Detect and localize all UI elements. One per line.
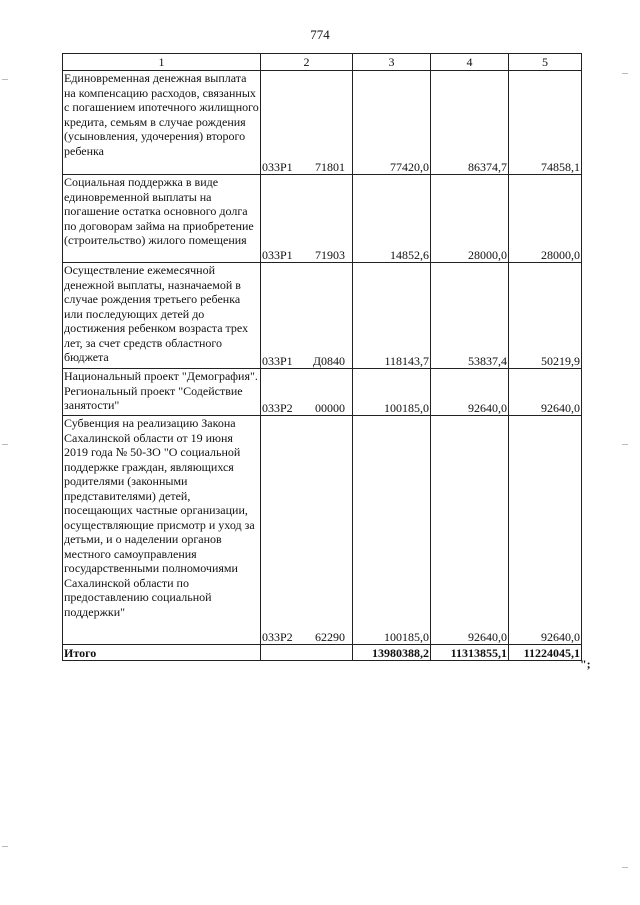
header-col-1: 1 [63, 54, 261, 71]
budget-table [62, 53, 582, 661]
value-col-3: 118143,7 [353, 263, 431, 369]
closing-quote: "; [580, 657, 591, 671]
value-col-5: 28000,0 [509, 175, 582, 263]
row-name: Субвенция на реализацию Закона Сахалинской области от 19 июня 2019 года № 50-ЗО "О социальной поддержке граждан, являющихся родителями (законными представителями) детей, посещающих частные организации, осуществляющие присмотр и уход за детьми, и о наделении органов местного самоуправления государственными полномочиями Сахалинской области по предоставлению социальной поддержки" [63, 416, 261, 645]
value-col-3: 14852,6 [353, 175, 431, 263]
row-codes [261, 263, 353, 369]
code-direction: Д0840 [312, 353, 345, 368]
total-row [63, 645, 582, 661]
scan-edge-mark [2, 444, 8, 445]
table-row [63, 369, 582, 416]
row-name: Социальная поддержка в виде единовременной выплаты на погашение остатка основного долга по договорам займа на приобретение (строительство) жилого помещения [63, 175, 261, 263]
scan-edge-mark [2, 79, 8, 80]
total-col-3: 13980388,2 [353, 645, 431, 661]
value-col-5: 74858,1 [509, 71, 582, 175]
total-label: Итого [63, 645, 261, 661]
code-direction: 62290 [315, 629, 345, 644]
row-codes [261, 416, 353, 645]
row-name: Национальный проект "Демография". Региональный проект "Содействие занятости" [63, 369, 261, 416]
scan-edge-mark [622, 73, 628, 74]
code-direction: 71801 [315, 159, 345, 174]
table-header-row [63, 54, 582, 71]
table-row [63, 175, 582, 263]
page-number: 774 [310, 27, 330, 42]
value-col-4: 92640,0 [431, 369, 509, 416]
value-col-4: 92640,0 [431, 416, 509, 645]
code-program: 033P1 [262, 247, 293, 262]
header-col-2: 2 [261, 54, 353, 71]
row-codes [261, 175, 353, 263]
value-col-5: 50219,9 [509, 263, 582, 369]
scan-edge-mark [622, 867, 628, 868]
row-name: Осуществление ежемесячной денежной выплаты, назначаемой в случае рождения третьего ребенка или последующих детей до достижения ребенком возраста трех лет, за счет средств областного бюджета [63, 263, 261, 369]
table-row [63, 71, 582, 175]
value-col-5: 92640,0 [509, 416, 582, 645]
value-col-5: 92640,0 [509, 369, 582, 416]
code-direction: 00000 [315, 400, 345, 415]
row-name: Единовременная денежная выплата на компенсацию расходов, связанных с погашением ипотечного жилищного кредита, семьям в случае рождения (усыновления, удочерения) второго ребенка [63, 71, 261, 175]
table-row [63, 263, 582, 369]
code-program: 033P2 [262, 629, 293, 644]
value-col-4: 28000,0 [431, 175, 509, 263]
scan-edge-mark [2, 846, 8, 847]
row-codes [261, 71, 353, 175]
header-col-4: 4 [431, 54, 509, 71]
total-col-4: 11313855,1 [431, 645, 509, 661]
table-row [63, 416, 582, 645]
total-col-5: 11224045,1 [509, 645, 582, 661]
row-codes [261, 369, 353, 416]
total-codes-empty [261, 645, 353, 661]
code-program: 033P1 [262, 159, 293, 174]
code-program: 033P1 [262, 353, 293, 368]
value-col-3: 100185,0 [353, 369, 431, 416]
value-col-3: 100185,0 [353, 416, 431, 645]
code-program: 033P2 [262, 400, 293, 415]
scan-edge-mark [622, 444, 628, 445]
value-col-4: 86374,7 [431, 71, 509, 175]
value-col-3: 77420,0 [353, 71, 431, 175]
value-col-4: 53837,4 [431, 263, 509, 369]
code-direction: 71903 [315, 247, 345, 262]
header-col-3: 3 [353, 54, 431, 71]
header-col-5: 5 [509, 54, 582, 71]
